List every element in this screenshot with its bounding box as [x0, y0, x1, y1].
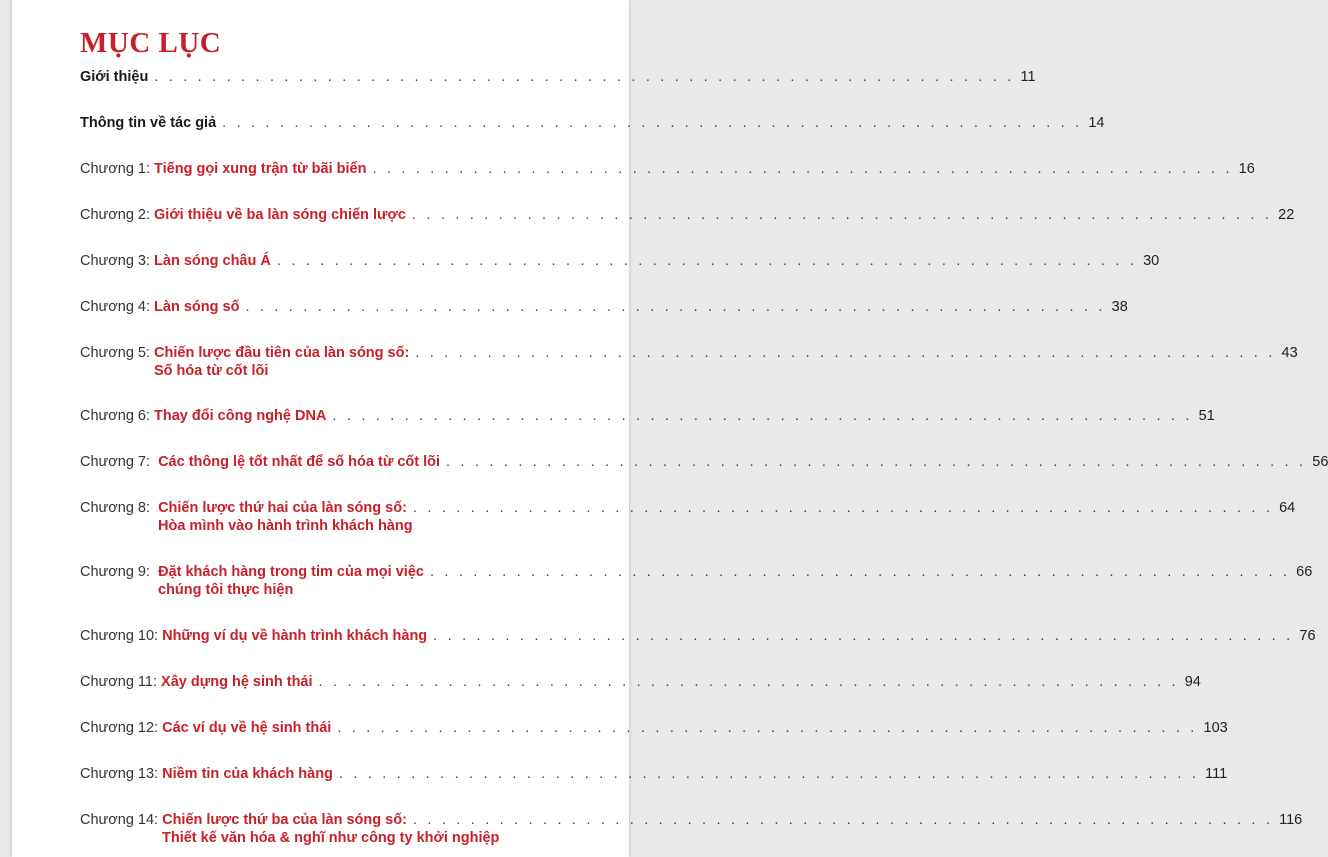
chapter-title: Các thông lệ tốt nhất để số hóa từ cốt lõi: [158, 454, 441, 470]
page-number: 38: [1111, 299, 1128, 315]
toc-entry[interactable]: [80, 206, 1295, 224]
toc-entry-label: [80, 719, 331, 737]
page-number: 43: [1281, 345, 1298, 361]
chapter-title-continued: Hòa mình vào hành trình khách hàng: [158, 518, 413, 534]
dot-leader: . . . . . . . . . . . . . . . . . . . . . . . . . . . . . . . . . . . . . . . . . . . . . . . . . . . . . . . . . . . .: [411, 207, 1273, 223]
dot-leader: . . . . . . . . . . . . . . . . . . . . . . . . . . . . . . . . . . . . . . . . . . . . . . . . . . . . . . . . . . . .: [332, 408, 1193, 424]
chapter-title: Xây dựng hệ sinh thái: [161, 674, 313, 690]
toc-entry[interactable]: [80, 811, 1303, 847]
dot-leader: . . . . . . . . . . . . . . . . . . . . . . . . . . . . . . . . . . . . . . . . . . . . . . . . . . . . . . . . . . . .: [337, 720, 1198, 736]
toc-page: [12, 0, 1328, 857]
toc-entry-label: [80, 114, 216, 132]
chapter-number: Chương 3:: [80, 253, 155, 269]
chapter-number: Chương 11:: [80, 674, 162, 690]
chapter-title: Làn sóng châu Á: [154, 253, 271, 269]
page-number: 64: [1279, 500, 1296, 516]
dot-leader: . . . . . . . . . . . . . . . . . . . . . . . . . . . . . . . . . . . . . . . . . . . . . . . . . . . . . . . . . . . .: [415, 345, 1276, 361]
chapter-number: Chương 4:: [80, 299, 155, 315]
chapter-title: Niềm tin của khách hàng: [162, 766, 333, 782]
chapter-number: Chương 8:: [80, 500, 159, 516]
page-number: 76: [1299, 628, 1316, 644]
page-number: 11: [1020, 69, 1036, 85]
chapter-title: Thông tin về tác giả: [80, 115, 217, 131]
chapter-number: Chương 14:: [80, 812, 163, 828]
toc-entry-label: [80, 252, 271, 270]
chapter-title: Chiến lược thứ hai của làn sóng số:: [158, 500, 407, 516]
toc-entry-line: [80, 114, 1105, 132]
chapter-number: Chương 10:: [80, 628, 163, 644]
toc-entry[interactable]: [80, 298, 1128, 316]
chapter-number: Chương 13:: [80, 766, 163, 782]
toc-entry-line: [80, 719, 1228, 737]
toc-entry-line: [80, 563, 1313, 581]
chapter-number: Chương 2:: [80, 207, 155, 223]
page-title: MỤC LỤC: [80, 27, 222, 59]
chapter-number: Chương 5:: [80, 345, 155, 361]
toc-entry-line: [80, 252, 1160, 270]
toc-entry-label: [80, 563, 424, 581]
chapter-title: Đặt khách hàng trong tim của mọi việc: [158, 564, 424, 580]
page-number: 14: [1088, 115, 1105, 131]
dot-leader: . . . . . . . . . . . . . . . . . . . . . . . . . . . . . . . . . . . . . . . . . . . . . . . . . . . . . . . . . . . .: [154, 69, 1015, 85]
chapter-title-continued: Thiết kế văn hóa & nghĩ như công ty khởi nghiệp: [162, 830, 500, 846]
toc-entry-label: [80, 673, 313, 691]
page-number: 22: [1278, 207, 1295, 223]
toc-entry[interactable]: [80, 160, 1255, 178]
chapter-title: Chiến lược đầu tiên của làn sóng số:: [154, 345, 410, 361]
toc-entry-line: [80, 499, 1296, 517]
page-number: 16: [1238, 161, 1255, 177]
chapter-title: Các ví dụ về hệ sinh thái: [162, 720, 332, 736]
toc-entry-label: [80, 811, 407, 829]
chapter-title: Tiếng gọi xung trận từ bãi biển: [154, 161, 367, 177]
chapter-title: Những ví dụ về hành trình khách hàng: [162, 628, 428, 644]
toc-entry-label: [80, 206, 406, 224]
dot-leader: . . . . . . . . . . . . . . . . . . . . . . . . . . . . . . . . . . . . . . . . . . . . . . . . . . . . . . . . . . . .: [222, 115, 1083, 131]
toc-entry-label: [80, 160, 366, 178]
toc-entry-line: [80, 627, 1316, 645]
toc-entry-line: [80, 407, 1215, 425]
page-number: 111: [1205, 766, 1228, 782]
chapter-title: Giới thiệu: [80, 69, 149, 85]
toc-entry-line: [80, 206, 1295, 224]
toc-entry[interactable]: [80, 673, 1201, 691]
toc-entry[interactable]: [80, 719, 1228, 737]
toc-entry-label: [80, 453, 440, 471]
chapter-title-continued: chúng tôi thực hiện: [158, 582, 294, 598]
page-number: 94: [1184, 674, 1201, 690]
chapter-title-continued: Số hóa từ cốt lõi: [154, 363, 269, 379]
toc-entry-line: [80, 811, 1303, 829]
toc-entry-label: [80, 68, 148, 86]
chapter-title: Làn sóng số: [154, 299, 240, 315]
dot-leader: . . . . . . . . . . . . . . . . . . . . . . . . . . . . . . . . . . . . . . . . . . . . . . . . . . . . . . . . . . . .: [429, 564, 1291, 580]
toc-entry-line: [80, 68, 1036, 86]
toc-entry-label: [80, 765, 333, 783]
dot-leader: . . . . . . . . . . . . . . . . . . . . . . . . . . . . . . . . . . . . . . . . . . . . . . . . . . . . . . . . . . . .: [412, 500, 1274, 516]
toc-entry[interactable]: [80, 407, 1215, 425]
toc-entry-line: [80, 765, 1228, 783]
chapter-number: Chương 12:: [80, 720, 163, 736]
page-number: 30: [1143, 253, 1160, 269]
dot-leader: . . . . . . . . . . . . . . . . . . . . . . . . . . . . . . . . . . . . . . . . . . . . . . . . . . . . . . . . . . . .: [446, 454, 1307, 470]
toc-entry-label: [80, 344, 409, 362]
dot-leader: . . . . . . . . . . . . . . . . . . . . . . . . . . . . . . . . . . . . . . . . . . . . . . . . . . . . . . . . . . . .: [433, 628, 1294, 644]
toc-entry[interactable]: [80, 114, 1105, 132]
page-number: 51: [1198, 408, 1215, 424]
dot-leader: . . . . . . . . . . . . . . . . . . . . . . . . . . . . . . . . . . . . . . . . . . . . . . . . . . . . . . . . . . . .: [276, 253, 1138, 269]
toc-entry-label: [80, 627, 427, 645]
chapter-title: Thay đổi công nghệ DNA: [154, 408, 327, 424]
toc-entry-line: [80, 673, 1201, 691]
chapter-title: Giới thiệu về ba làn sóng chiến lược: [154, 207, 406, 223]
dot-leader: . . . . . . . . . . . . . . . . . . . . . . . . . . . . . . . . . . . . . . . . . . . . . . . . . . . . . . . . . . . .: [372, 161, 1233, 177]
toc-entry-label: [80, 407, 326, 425]
toc-entry[interactable]: [80, 563, 1313, 599]
chapter-number: Chương 7:: [80, 454, 159, 470]
toc-entry-line: [80, 453, 1328, 471]
toc-entry-label: [80, 298, 239, 316]
page-number: 56: [1312, 454, 1328, 470]
chapter-title: Chiến lược thứ ba của làn sóng số:: [162, 812, 407, 828]
chapter-number: Chương 6:: [80, 408, 155, 424]
page-number: 116: [1279, 812, 1303, 828]
toc-entry[interactable]: [80, 344, 1298, 380]
toc-entry[interactable]: [80, 499, 1296, 535]
toc-entry-line: [80, 344, 1298, 362]
toc-entry[interactable]: [80, 252, 1160, 270]
toc-entry-line: [80, 160, 1255, 178]
dot-leader: . . . . . . . . . . . . . . . . . . . . . . . . . . . . . . . . . . . . . . . . . . . . . . . . . . . . . . . . . . . .: [318, 674, 1179, 690]
dot-leader: . . . . . . . . . . . . . . . . . . . . . . . . . . . . . . . . . . . . . . . . . . . . . . . . . . . . . . . . . . . .: [245, 299, 1106, 315]
toc-entry[interactable]: [80, 765, 1228, 783]
dot-leader: . . . . . . . . . . . . . . . . . . . . . . . . . . . . . . . . . . . . . . . . . . . . . . . . . . . . . . . . . . . .: [338, 766, 1200, 782]
page-number: 103: [1203, 720, 1228, 736]
toc-entry[interactable]: [80, 627, 1316, 645]
page-number: 66: [1296, 564, 1313, 580]
toc-entry-label: [80, 499, 407, 517]
chapter-number: Chương 1:: [80, 161, 155, 177]
chapter-number: Chương 9:: [80, 564, 159, 580]
dot-leader: . . . . . . . . . . . . . . . . . . . . . . . . . . . . . . . . . . . . . . . . . . . . . . . . . . . . . . . . . . . .: [412, 812, 1274, 828]
toc-entry[interactable]: [80, 68, 1036, 86]
toc-entry-line: [80, 298, 1128, 316]
toc-entry[interactable]: [80, 453, 1328, 471]
